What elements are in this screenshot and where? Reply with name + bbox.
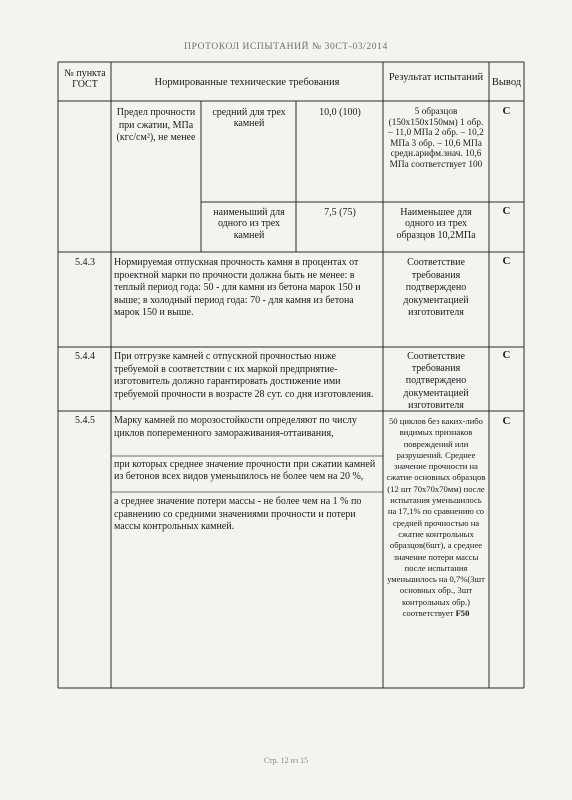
header-col-requirements: Нормированные технические требования <box>154 77 340 88</box>
strength-min-result: Наименьшее для одного из трех образцов 10,2МПа <box>396 207 476 241</box>
row-545-verdict: С <box>502 415 511 427</box>
strength-parameter: Предел прочности при сжатии, МПа (кгс/см²), не менее <box>116 107 196 143</box>
strength-avg-value: 10,0 (100) <box>319 107 361 118</box>
row-545-result-mark: F50 <box>455 608 470 619</box>
row-543-result: Соответствие требования подтверждено документацией изготовителя <box>403 257 469 319</box>
strength-min-value: 7,5 (75) <box>324 207 356 218</box>
row-545-text-strength: при которых среднее значение прочности при сжатии камней из бетонов всех видов уменьшилось не более чем на 20 %, <box>114 459 376 483</box>
row-545-result-tail: соответствует <box>402 608 454 619</box>
row-544-result: Соответствие требования подтверждено документацией изготовителя <box>403 351 469 411</box>
strength-min-verdict: С <box>502 205 511 217</box>
row-544-verdict: С <box>502 349 511 361</box>
row-545-text-mass: а среднее значение потери массы - не более чем на 1 % по сравнению со средними значениями прочности и потери массы контрольных камней. <box>114 496 362 533</box>
header-col-verdict: Вывод <box>491 77 522 88</box>
header-col-result: Результат испытаний <box>388 72 484 83</box>
strength-min-label: наименьший для одного из трех камней <box>213 207 285 241</box>
row-544-number: 5.4.4 <box>75 351 95 362</box>
strength-avg-result: 5 образцов (150х150х150мм) 1 обр. – 11,0 МПа 2 обр. – 10,2 МПа 3 обр. – 10,6 МПа средн.арифм.знач. 10,6 МПа соответствует 100 <box>388 107 484 170</box>
document-title: ПРОТОКОЛ ИСПЫТАНИЙ № 30СТ-03/2014 <box>184 42 388 52</box>
row-543-verdict: С <box>502 255 511 267</box>
row-545-result-text: 50 циклов без каких-либо видимых признаков повреждений или разрушений. Среднее значение прочности на сжатие основных образцов (12 шт 70х70х70мм) после испытания уменьшилось на 17,1% по сравнению со средней прочностью на сжатие контрольных образцов(6шт), а среднее значение потери массы после испытания уменьшилось на 0,7%(3шт основных обр., 3шт контрольных обр.) <box>386 416 486 607</box>
strength-avg-verdict: С <box>502 105 511 117</box>
page-number: Стр. 12 из 15 <box>263 756 309 765</box>
row-544-text: При отгрузке камней с отпускной прочностью ниже требуемой в соответствии с их маркой предприятие-изготовитель должно гарантировать достижение ими требуемой прочности в возрасте 28 сут. со дня изготовления. <box>114 351 374 400</box>
row-545-text-intro: Марку камней по морозостойкости определяют по числу циклов попеременного замораживания-оттаивания, <box>114 415 357 439</box>
row-543-text: Нормируемая отпускная прочность камня в процентах от проектной марки по прочности должна быть не менее: в теплый период года: 50 - для камня из бетона марок 150 и выше; в холодный период года: 70 - для камня из бетона марок 150 и выше. <box>114 257 361 319</box>
row-545-number: 5.4.5 <box>75 415 95 426</box>
header-col-gost: № пункта ГОСТ <box>64 68 106 91</box>
row-543-number: 5.4.3 <box>75 257 95 268</box>
strength-avg-label: средний для трех камней <box>212 107 286 130</box>
row-545-result <box>386 416 486 619</box>
